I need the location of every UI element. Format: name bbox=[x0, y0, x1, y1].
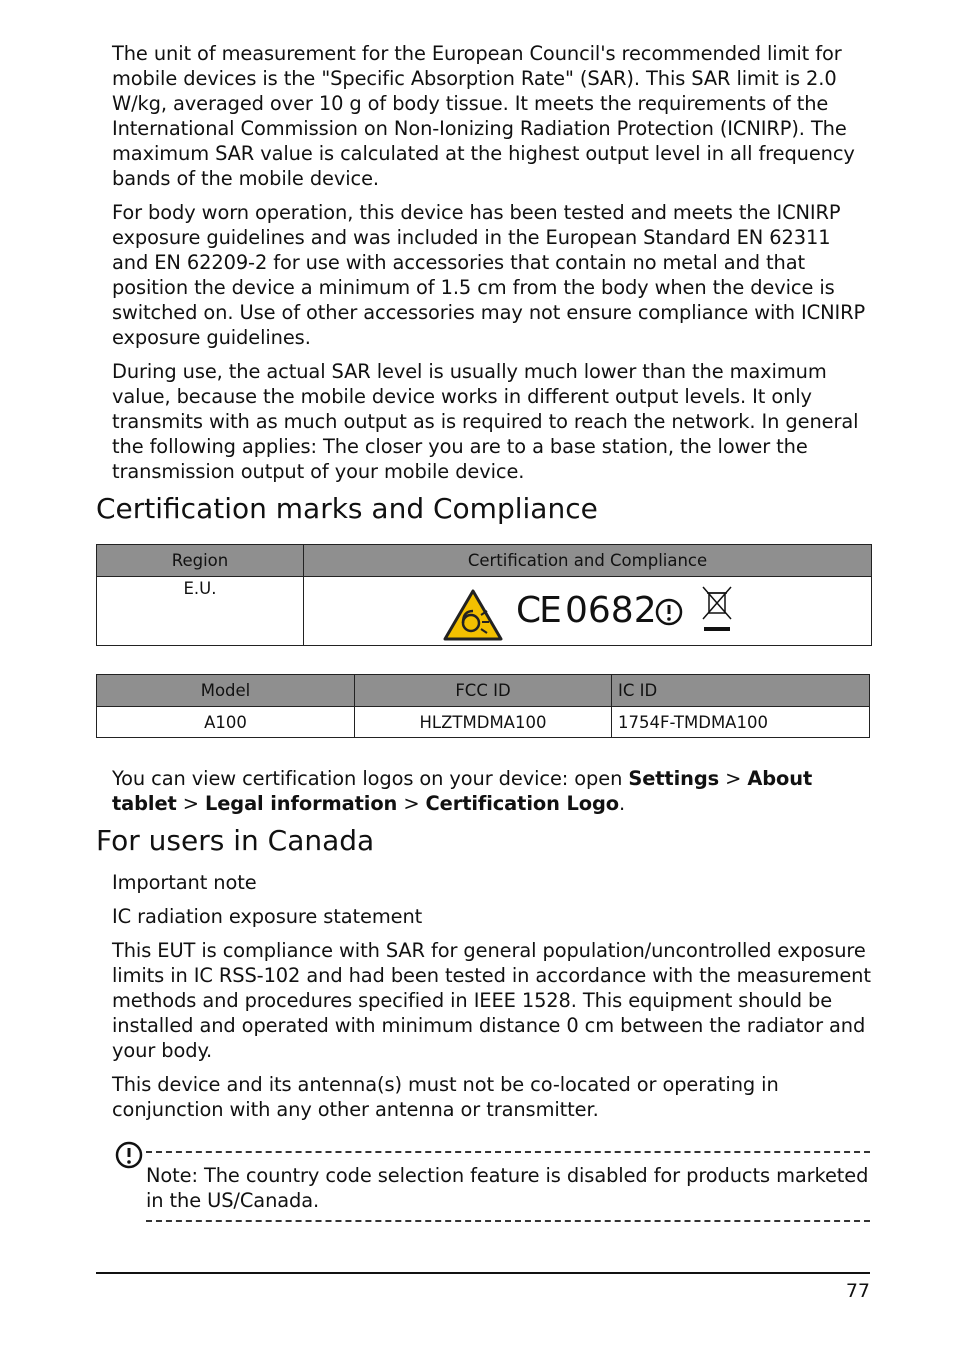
paragraph-sar-limit: The unit of measurement for the European Council's recommended limit for mobile devices is the "Specific Absorption Rate" (SAR). This SAR limit is 2.0 W/kg, averaged over 10 g of body tissue. It meets the requirements of the International Commission on Non-Ionizing Radiation Protection (ICNIRP). The maximum SAR value is calculated at the highest output level in all frequency bands of the mobile device. bbox=[112, 42, 855, 190]
note-text bbox=[146, 1163, 870, 1213]
paragraph-co-location: This device and its antenna(s) must not be co-located or operating in conjunction with any other antenna or transmitter. bbox=[112, 1073, 779, 1121]
section-title-canada: For users in Canada bbox=[96, 824, 375, 857]
notified-body-number: 0682 bbox=[565, 590, 657, 631]
header-model: Model bbox=[97, 675, 355, 707]
paragraph-sar-usage: During use, the actual SAR level is usually much lower than the maximum value, because the mobile device works in different output levels. It only transmits with as much output as is required to reach the network. In general the following applies: The closer you are to a base station, the lower the transmission output of your mobile device. bbox=[112, 360, 859, 483]
ce-mark: CE bbox=[516, 590, 560, 631]
weee-bin-icon bbox=[700, 585, 734, 635]
hearing-warning-icon bbox=[443, 589, 503, 641]
header-fcc-id: FCC ID bbox=[355, 675, 612, 707]
note-bottom-divider bbox=[146, 1220, 870, 1222]
paragraph-ic-sar: This EUT is compliance with SAR for general population/uncontrolled exposure limits in IC RSS-102 and had been tested in accordance with the measurement methods and procedures specified in IEEE 1528. This equipment should be installed and operated with minimum distance 0 cm between the radiator and your body. bbox=[112, 939, 871, 1062]
important-note-label: Important note bbox=[112, 871, 257, 894]
menu-settings: Settings bbox=[628, 767, 720, 790]
ic-statement-title: IC radiation exposure statement bbox=[112, 905, 423, 928]
note-top-divider bbox=[146, 1151, 870, 1153]
menu-certification-logo: Certification Logo bbox=[425, 792, 619, 815]
cell-model: A100 bbox=[97, 707, 355, 738]
menu-about-tablet: About tablet bbox=[112, 767, 813, 815]
footer-rule bbox=[96, 1272, 870, 1274]
note-body: The country code selection feature is disabled for products marketed in the US/Canada. bbox=[146, 1164, 869, 1212]
page-number: 77 bbox=[845, 1280, 870, 1302]
note-label: Note: bbox=[146, 1164, 198, 1187]
separator: > bbox=[397, 792, 426, 815]
separator: > bbox=[176, 792, 205, 815]
alert-class-icon bbox=[654, 597, 684, 627]
device-id-table bbox=[96, 674, 870, 738]
note-alert-icon bbox=[114, 1140, 144, 1170]
cell-ic-id: 1754F-TMDMA100 bbox=[612, 707, 870, 738]
paragraph-certification-logos bbox=[112, 766, 872, 816]
menu-legal-information: Legal information bbox=[204, 792, 398, 815]
separator: > bbox=[719, 767, 748, 790]
header-region: Region bbox=[97, 545, 304, 577]
paragraph-body-worn: For body worn operation, this device has been tested and meets the ICNIRP exposure guidelines and was included in the European Standard EN 62311 and EN 62209-2 for use with accessories that contain no metal and that position the device a minimum of 1.5 cm from the body when the device is switched on. Use of other accessories may not ensure compliance with ICNIRP exposure guidelines. bbox=[112, 201, 866, 349]
header-ic-id: IC ID bbox=[612, 675, 870, 707]
cell-region: E.U. bbox=[97, 577, 304, 646]
section-title-certification: Certification marks and Compliance bbox=[96, 492, 598, 525]
header-certification: Certification and Compliance bbox=[304, 545, 872, 577]
sentence-end: . bbox=[618, 792, 626, 815]
cell-fcc-id: HLZTMDMA100 bbox=[355, 707, 612, 738]
cell-certification-logos bbox=[304, 577, 872, 646]
certification-table bbox=[96, 544, 872, 646]
logo-intro-text: You can view certification logos on your device: open bbox=[112, 767, 629, 790]
